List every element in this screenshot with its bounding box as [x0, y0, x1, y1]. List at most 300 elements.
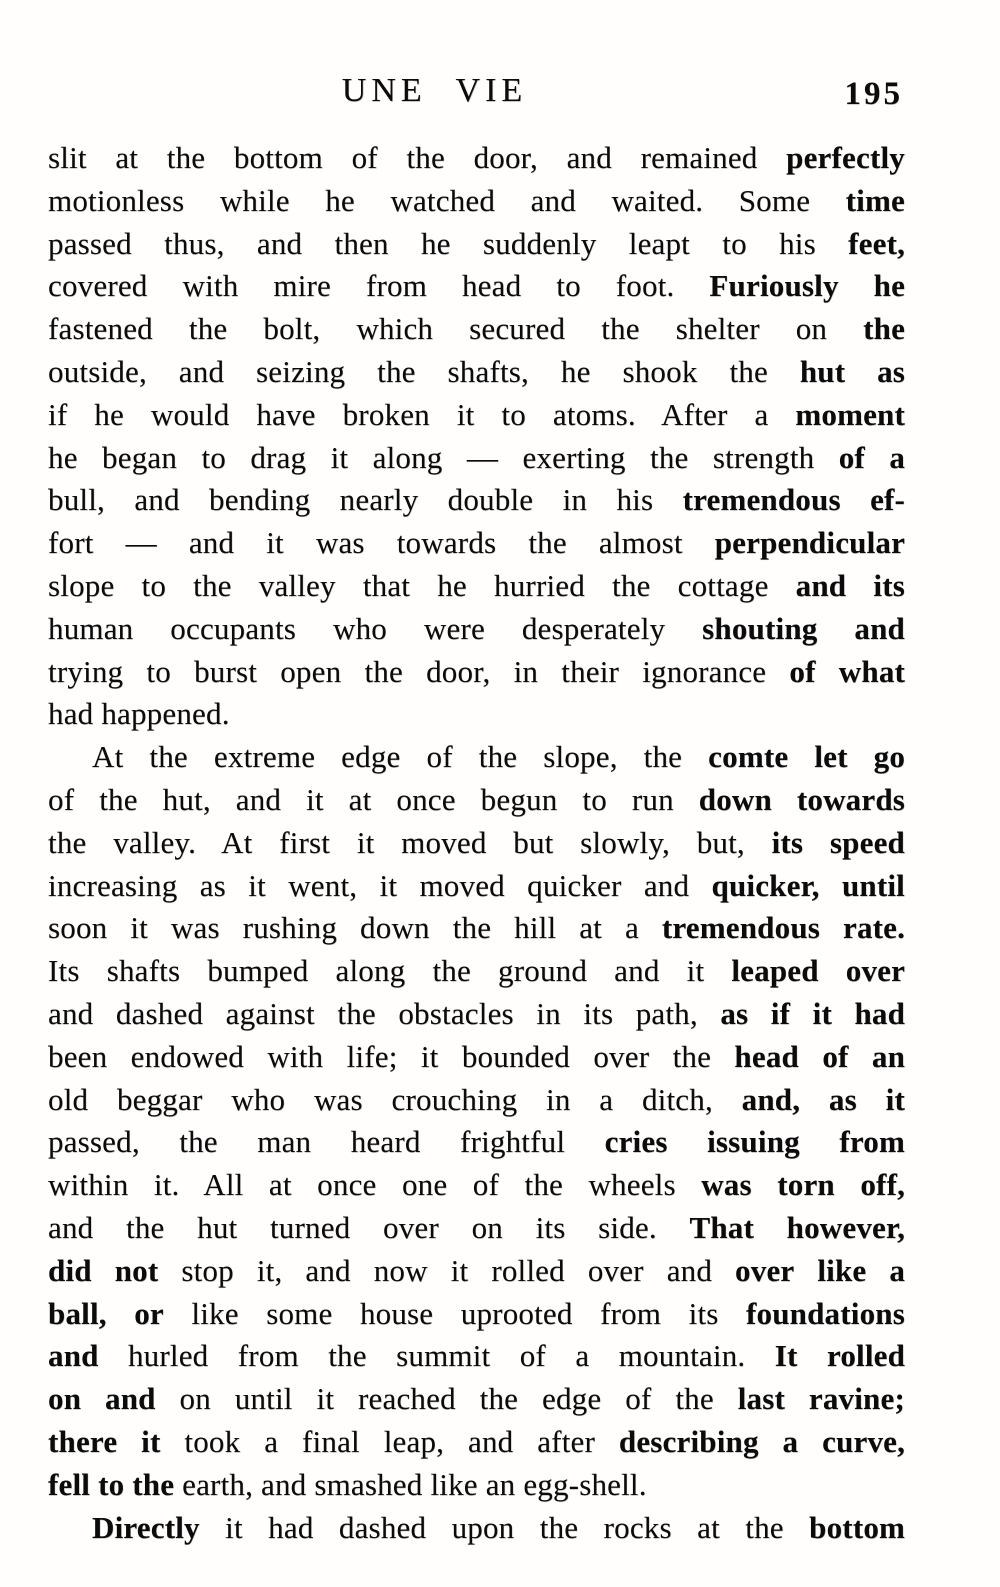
word: the [478, 739, 518, 775]
word: slope [48, 567, 115, 603]
word-bold: last [737, 1381, 785, 1417]
word: first [279, 824, 331, 860]
word: to [501, 396, 526, 432]
word: seizing [256, 353, 346, 389]
word: occupants [170, 610, 297, 646]
word-bold: and [795, 567, 847, 603]
word-bold: its [771, 824, 804, 860]
word: exerting [522, 439, 626, 475]
word: been [48, 1038, 108, 1074]
word: leap, [383, 1423, 445, 1459]
word: burst [194, 653, 258, 689]
text-line [48, 608, 905, 651]
word: bending [209, 482, 311, 518]
word: valley [258, 567, 336, 603]
word-bold: a [889, 1252, 906, 1288]
word: to [722, 225, 747, 261]
word: almost [598, 525, 683, 561]
word: was [170, 910, 220, 946]
word-bold: had [854, 995, 906, 1031]
word: the [672, 1038, 712, 1074]
word: bounded [461, 1038, 571, 1074]
word: After [661, 396, 728, 432]
text-line [48, 437, 905, 480]
word-bold: of [789, 653, 816, 689]
word: from [237, 1338, 299, 1374]
word: covered [48, 268, 148, 304]
word: it [450, 1252, 469, 1288]
word: after [537, 1423, 595, 1459]
text-line [48, 1164, 905, 1207]
text-line [48, 308, 905, 351]
word: the [524, 1167, 563, 1203]
word: it [330, 439, 349, 475]
word-bold: rolled [826, 1338, 906, 1374]
word: once [317, 1167, 377, 1203]
word: door, [473, 140, 538, 175]
word-bold: towards [796, 781, 906, 817]
word-bold: head [734, 1038, 799, 1074]
word: the [479, 1381, 519, 1417]
word: shafts [106, 953, 181, 989]
text-line [48, 394, 905, 437]
word-bold: until [841, 867, 905, 903]
word: valley. [113, 824, 197, 860]
word: a [575, 1338, 590, 1374]
word: once [396, 781, 456, 817]
word: extreme [213, 739, 316, 775]
word: summit [396, 1338, 491, 1374]
word: the [149, 739, 188, 775]
word: moved [401, 824, 487, 860]
word: over [593, 1038, 650, 1074]
text-line [48, 993, 905, 1036]
word-bold: on [48, 1381, 82, 1417]
word: with [182, 268, 239, 304]
word: of [426, 739, 453, 775]
text-line [48, 822, 905, 865]
word: slowly, [580, 824, 670, 860]
word: the [188, 311, 228, 347]
word: towards [396, 525, 497, 561]
word: would [150, 396, 230, 432]
word: ignorance [642, 653, 767, 689]
word: have [256, 396, 316, 432]
word: cottage [677, 567, 769, 603]
word: and [305, 1252, 351, 1288]
word-bold: quicker, [711, 867, 820, 903]
word-bold: moment [795, 396, 906, 432]
word: passed, [48, 1124, 140, 1160]
word: who [332, 610, 387, 646]
word-bold: rate. [842, 910, 906, 946]
word: of [351, 140, 378, 175]
word: it [456, 396, 475, 432]
word: it [316, 1381, 335, 1417]
word: the [650, 439, 689, 475]
text-line [48, 351, 905, 394]
word: motionless [48, 182, 185, 218]
word: soon [48, 910, 108, 946]
word: house [359, 1295, 434, 1331]
word-bold: let [814, 739, 848, 775]
word: over [587, 1252, 644, 1288]
word-bold: and, [741, 1081, 801, 1117]
word: man [257, 1124, 312, 1160]
text-line [48, 223, 905, 266]
word: while [219, 182, 290, 218]
word: it [686, 953, 705, 989]
word: rocks [603, 1509, 672, 1545]
word-bold: and [105, 1381, 156, 1417]
word: the [729, 353, 768, 389]
word: was [315, 525, 365, 561]
word: turned [269, 1209, 351, 1245]
word: one [401, 1167, 448, 1203]
word: as [199, 867, 226, 903]
word: and [614, 953, 660, 989]
word: ground [498, 953, 588, 989]
word-bold: leaped [731, 953, 819, 989]
word: a [599, 1081, 614, 1117]
word-bold: hut [799, 353, 846, 389]
word: upon [451, 1509, 515, 1545]
word: — [466, 439, 499, 475]
word-bold: over [735, 1252, 795, 1288]
word-bold: of [838, 439, 865, 475]
word: rolled [491, 1252, 565, 1288]
word: then [334, 225, 389, 261]
word: watched [390, 182, 496, 218]
word: he [560, 353, 591, 389]
word-bold: as [720, 995, 749, 1031]
word: at [348, 781, 372, 817]
word: desperately [521, 610, 666, 646]
text-line [48, 1464, 905, 1507]
word: dashed [338, 1509, 427, 1545]
word: it [225, 1509, 243, 1545]
word: double [447, 482, 534, 518]
word: atoms. [552, 396, 636, 432]
word: obstacles [398, 995, 514, 1031]
word: the [643, 739, 683, 775]
word: some [266, 1295, 333, 1331]
word-bold: not [114, 1252, 159, 1288]
word: of [472, 1167, 500, 1203]
word: shook [622, 353, 698, 389]
page-body [48, 137, 905, 1549]
word: it [266, 525, 284, 561]
word: and [235, 781, 282, 817]
word-bold: comte [708, 739, 789, 775]
word: but, [696, 824, 745, 860]
word: mountain. [618, 1338, 746, 1374]
word: crouching [391, 1081, 518, 1117]
word: went, [288, 867, 358, 903]
word-bold: did [48, 1252, 92, 1288]
text-line [48, 1207, 905, 1250]
word: the [406, 140, 445, 175]
word: the [452, 910, 492, 946]
word: rushing [242, 910, 338, 946]
word: the [99, 781, 138, 817]
word: he [94, 396, 124, 432]
word-bold: Directly [92, 1509, 200, 1545]
word: bottom [233, 140, 323, 175]
word: moved [419, 867, 505, 903]
text-line [48, 1293, 905, 1336]
word-bold: and [854, 610, 905, 646]
word: the [612, 567, 651, 603]
word: shafts, [447, 353, 530, 389]
word-bold: It [774, 1338, 798, 1374]
word: bull, [48, 482, 105, 518]
word-bold: the [132, 1466, 175, 1502]
word: hut [197, 1209, 238, 1245]
word: but [513, 824, 554, 860]
word: along [335, 953, 406, 989]
word: run [631, 781, 674, 817]
word: and [530, 182, 576, 218]
running-title: UNE VIE [341, 72, 528, 109]
word-bold: he [873, 268, 906, 304]
word: on [471, 1209, 503, 1245]
word: secured [469, 311, 566, 347]
word: it [306, 781, 324, 817]
text-line [48, 1421, 905, 1464]
word: final [302, 1423, 360, 1459]
word-bold: an [871, 1038, 906, 1074]
word: their [561, 653, 620, 689]
word: the [364, 653, 403, 689]
word: and [256, 225, 303, 261]
word: over [383, 1209, 439, 1245]
word: took [184, 1423, 241, 1459]
text-line [48, 1079, 905, 1122]
word: egg-shell. [523, 1466, 647, 1502]
word: ditch, [641, 1081, 713, 1117]
word: and [178, 353, 225, 389]
word: along [372, 439, 443, 475]
word: begun [480, 781, 558, 817]
word-bold: or [134, 1295, 164, 1331]
word: drag [250, 439, 307, 475]
word: happened. [101, 696, 230, 732]
word: All [203, 1167, 244, 1203]
word: down [360, 910, 430, 946]
word: quicker [527, 867, 622, 903]
word: fastened [48, 311, 153, 347]
word: and [467, 1423, 514, 1459]
word: who [231, 1081, 286, 1117]
word-bold: shouting [702, 610, 818, 646]
word: of [625, 1381, 652, 1417]
word: he [420, 225, 451, 261]
word: at [268, 1167, 292, 1203]
word: and [188, 525, 235, 561]
word: the [126, 1209, 165, 1245]
word: its [583, 995, 614, 1031]
word: old [48, 1081, 89, 1117]
text-line [48, 1335, 905, 1378]
text-line [48, 1507, 905, 1550]
word-bold: to [98, 1466, 125, 1502]
word: in [536, 995, 561, 1031]
word: the [337, 995, 376, 1031]
text-line [48, 565, 905, 608]
word: he [437, 567, 467, 603]
word: nearly [339, 482, 419, 518]
paragraph [48, 1507, 905, 1550]
word: wheels [588, 1167, 676, 1203]
word: the [675, 1381, 714, 1417]
text-line [48, 1378, 905, 1421]
text-line [48, 1250, 905, 1293]
word: like [430, 1466, 478, 1502]
word: door, [426, 653, 491, 689]
word: Some [738, 182, 811, 218]
text-line [48, 180, 905, 223]
text-line [48, 1036, 905, 1079]
word-bold: was [701, 1167, 752, 1203]
word: beggar [116, 1081, 203, 1117]
word: of [48, 781, 75, 817]
word-bold: it [812, 995, 832, 1031]
word: trying [48, 653, 124, 689]
word: head [461, 268, 522, 304]
word: a [624, 910, 639, 946]
word: now [373, 1252, 428, 1288]
word: dashed [115, 995, 204, 1031]
word: hill [514, 910, 557, 946]
word: if [48, 396, 68, 432]
word: uprooted [460, 1295, 573, 1331]
word: suddenly [482, 225, 597, 261]
word: the [193, 567, 232, 603]
word: it [379, 867, 398, 903]
word-bold: over [845, 953, 906, 989]
word: bumped [207, 953, 309, 989]
word: hurled [127, 1338, 209, 1374]
word: slit [48, 140, 87, 175]
word: the [745, 1509, 784, 1545]
word: path, [635, 995, 698, 1031]
word: from [365, 268, 428, 304]
word: fort [48, 525, 94, 561]
word-bold: it [885, 1081, 905, 1117]
word-bold: bottom [809, 1509, 906, 1545]
word-bold: That [689, 1209, 755, 1245]
word: to [556, 268, 581, 304]
word: human [48, 610, 134, 646]
word-bold: torn [777, 1167, 835, 1203]
word: the [48, 824, 87, 860]
page-number: 195 [844, 76, 903, 112]
word: and [666, 1252, 713, 1288]
word-bold: down [698, 781, 772, 817]
word-bold: there [48, 1423, 118, 1459]
word: increasing [48, 867, 178, 903]
word: were [423, 610, 485, 646]
word: the [601, 311, 640, 347]
word-bold: as [828, 1081, 857, 1117]
word: remained [640, 140, 758, 175]
text-line [48, 950, 905, 993]
word: an [485, 1466, 516, 1502]
word: it. [153, 1167, 180, 1203]
word: and [643, 867, 690, 903]
word: like [191, 1295, 239, 1331]
word: and [48, 1209, 94, 1245]
word: and [261, 1466, 307, 1502]
word: foot. [615, 268, 675, 304]
word-bold: what [838, 653, 906, 689]
word: hut, [162, 781, 211, 817]
word-bold: tremendous [682, 482, 841, 518]
word: the [179, 1124, 218, 1160]
word: stop [181, 1252, 234, 1288]
word: frightful [460, 1124, 566, 1160]
text-line [48, 137, 905, 180]
word-bold: perfectly [786, 140, 905, 175]
word: to [141, 567, 167, 603]
word-bold: from [839, 1124, 905, 1160]
word: hurried [494, 567, 585, 603]
word-bold: Furiously [709, 268, 839, 304]
word: smashed [314, 1466, 423, 1502]
word: a [754, 396, 769, 432]
word: which [356, 311, 434, 347]
word: shelter [675, 311, 760, 347]
word-bold: feet, [848, 225, 906, 261]
word: bolt, [263, 311, 321, 347]
word: the [377, 353, 416, 389]
word: heard [350, 1124, 421, 1160]
word: side. [598, 1209, 657, 1245]
text-line [48, 736, 905, 779]
word: at [697, 1509, 720, 1545]
word: in [562, 482, 588, 518]
word: had [268, 1509, 314, 1545]
word-bold: ball, [48, 1295, 107, 1331]
word: to [582, 781, 607, 817]
word: open [280, 653, 342, 689]
text-line [48, 779, 905, 822]
text-line [48, 265, 905, 308]
word: earth, [182, 1466, 254, 1502]
word: life; [346, 1038, 398, 1074]
word-bold: curve, [822, 1423, 906, 1459]
word: he [325, 182, 355, 218]
word: and [134, 482, 180, 518]
word: endowed [130, 1038, 244, 1074]
word-bold: off, [860, 1167, 906, 1203]
word: a [264, 1423, 279, 1459]
word: it [130, 910, 148, 946]
text-line [48, 1121, 905, 1164]
paragraph [48, 736, 905, 1506]
page-header [48, 72, 905, 118]
word: it [248, 867, 266, 903]
word-bold: and [48, 1338, 99, 1374]
word: reached [358, 1381, 456, 1417]
word: the [328, 1338, 367, 1374]
word-bold: its [873, 567, 905, 603]
word: began [102, 439, 178, 475]
word-bold: fell [48, 1466, 91, 1502]
word-bold: tremendous [661, 910, 821, 946]
word: in [513, 653, 539, 689]
